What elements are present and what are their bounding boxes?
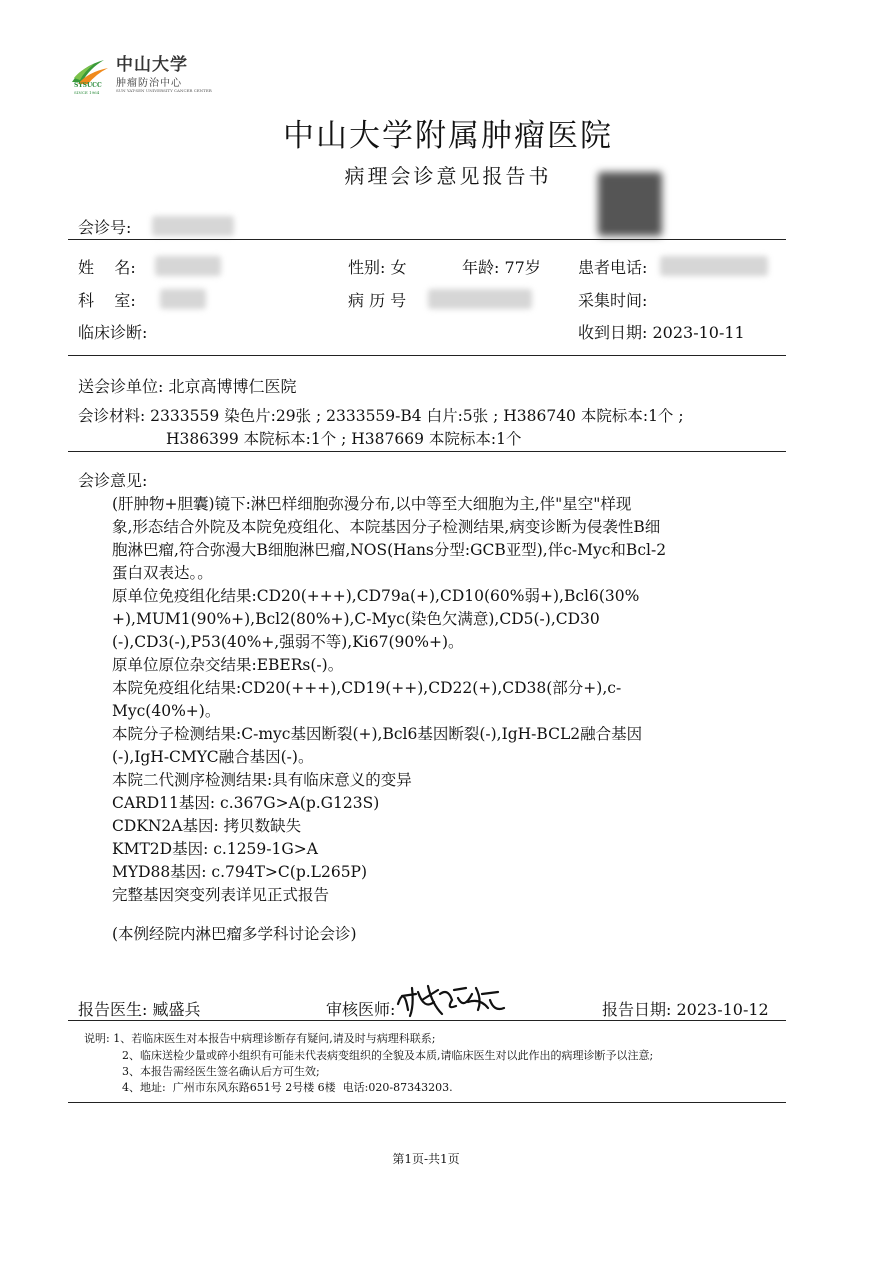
redacted-dept: [160, 289, 206, 309]
reviewer-label: 审核医师:: [326, 1000, 396, 1019]
redacted-phone: [660, 256, 768, 276]
phone-label: 患者电话:: [578, 258, 648, 277]
opinion-line: (肝肿物+胆囊)镜下:淋巴样细胞弥漫分布,以中等至大细胞为主,伴"星空"样现: [112, 495, 632, 513]
redacted-barcode: [598, 172, 662, 236]
opinion-line: CARD11基因: c.367G>A(p.G123S): [112, 794, 380, 812]
consult-no-label: 会诊号:: [78, 218, 132, 237]
opinion-line: 本院免疫组化结果:CD20(+++),CD19(++),CD22(+),CD38(部分+),c-: [112, 679, 622, 697]
diagnosis-label: 临床诊断:: [78, 323, 148, 342]
record-label: 病 历 号: [348, 291, 407, 310]
report-doctor: 报告医生: 臧盛兵: [78, 1000, 201, 1019]
divider-patient: [68, 355, 786, 356]
divider-signoff: [68, 1020, 786, 1021]
opinion-line: Myc(40%+)。: [112, 702, 221, 720]
opinion-line: 原单位原位杂交结果:EBERs(-)。: [112, 656, 344, 674]
note-line: 4、地址: 广州市东风东路651号 2号楼 6楼 电话:020-87343203.: [122, 1081, 453, 1094]
opinion-label: 会诊意见:: [78, 471, 148, 490]
opinion-line: +),MUM1(90%+),Bcl2(80%+),C-Myc(染色欠满意),CD5(-),CD30: [112, 610, 600, 628]
logo-since: SINCE 1964: [74, 90, 100, 95]
opinion-line: 本院二代测序检测结果:具有临床意义的变异: [112, 771, 412, 789]
logo-subname: 肿瘤防治中心: [116, 78, 182, 89]
name-label: 姓 名:: [78, 258, 136, 277]
logo-name-cn: 中山大学: [116, 55, 188, 75]
opinion-line: MYD88基因: c.794T>C(p.L265P): [112, 863, 368, 881]
dept-label: 科 室:: [78, 291, 136, 310]
page-number: 第1页-共1页: [392, 1152, 460, 1166]
age-value: 年龄: 77岁: [462, 258, 541, 277]
collect-time-label: 采集时间:: [578, 291, 648, 310]
reviewer-signature: [394, 980, 514, 1020]
material-line-1: 会诊材料: 2333559 染色片:29张 ; 2333559-B4 白片:5张 ; H386740 本院标本:1个 ;: [78, 407, 684, 425]
opinion-line: 本院分子检测结果:C-myc基因断裂(+),Bcl6基因断裂(-),IgH-BCL2融合基因: [112, 725, 643, 743]
opinion-line: 蛋白双表达。。: [112, 564, 213, 582]
logo-brand: SYSUCC: [74, 82, 102, 89]
note-line: 说明: 1、若临床医生对本报告中病理诊断存有疑问,请及时与病理科联系;: [84, 1032, 436, 1045]
opinion-mdt-note: (本例经院内淋巴瘤多学科讨论会诊): [112, 925, 357, 943]
redacted-record-no: [428, 289, 532, 309]
submitting-unit: 送会诊单位: 北京高博博仁医院: [78, 377, 297, 396]
opinion-line: 原单位免疫组化结果:CD20(+++),CD79a(+),CD10(60%弱+),Bcl6(30%: [112, 587, 640, 605]
divider-bottom: [68, 1102, 786, 1103]
divider-material: [68, 451, 786, 452]
divider-top: [68, 239, 786, 240]
opinion-line: (-),IgH-CMYC融合基因(-)。: [112, 748, 314, 766]
opinion-line: 象,形态结合外院及本院免疫组化、本院基因分子检测结果,病变诊断为侵袭性B细: [112, 518, 661, 536]
received-date: 收到日期: 2023-10-11: [578, 323, 745, 342]
material-line-2: H386399 本院标本:1个 ; H387669 本院标本:1个: [166, 430, 522, 448]
opinion-line: (-),CD3(-),P53(40%+,强弱不等),Ki67(90%+)。: [112, 633, 464, 651]
note-line: 3、本报告需经医生签名确认后方可生效;: [122, 1065, 320, 1078]
opinion-line: 胞淋巴瘤,符合弥漫大B细胞淋巴瘤,NOS(Hans分型:GCB亚型),伴c-Myc和Bcl-2: [112, 541, 667, 559]
opinion-line: CDKN2A基因: 拷贝数缺失: [112, 817, 302, 835]
report-date: 报告日期: 2023-10-12: [602, 1000, 769, 1019]
opinion-line: 完整基因突变列表详见正式报告: [112, 886, 330, 904]
gender-value: 性别: 女: [348, 258, 407, 277]
report-title: 病理会诊意见报告书: [344, 164, 552, 188]
logo-name-en: SUN YAT-SEN UNIVERSITY CANCER CENTER: [116, 88, 212, 93]
note-line: 2、临床送检少量或碎小组织有可能未代表病变组织的全貌及本质,请临床医生对以此作出的病理诊断予以注意;: [122, 1049, 654, 1062]
redacted-consult-no: [152, 216, 234, 236]
redacted-name: [155, 256, 221, 276]
hospital-logo: [68, 48, 212, 100]
opinion-line: KMT2D基因: c.1259-1G>A: [112, 840, 318, 858]
hospital-title: 中山大学附属肿瘤医院: [283, 118, 613, 154]
